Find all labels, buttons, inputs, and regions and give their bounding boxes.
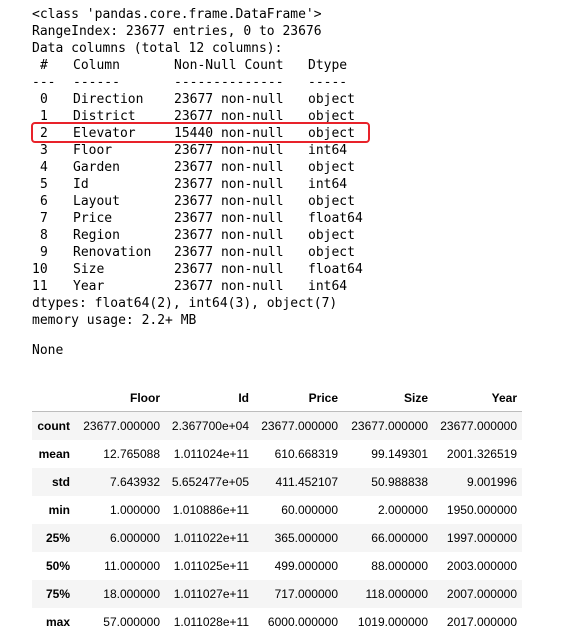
info-num-cell: 7 bbox=[40, 211, 48, 226]
info-column-cell: Column bbox=[73, 58, 120, 73]
memory-usage-line: memory usage: 2.2+ MB bbox=[32, 313, 197, 328]
info-count-cell: 23677 non-null bbox=[174, 279, 284, 294]
info-column-row bbox=[0, 193, 563, 210]
table-cell: 1.011025e+11 bbox=[173, 559, 249, 573]
info-dtype-cell: Dtype bbox=[308, 58, 348, 73]
table-cell: 2.000000 bbox=[377, 503, 428, 517]
info-num-cell: 2 bbox=[40, 126, 48, 141]
info-count-cell: 23677 non-null bbox=[174, 211, 284, 226]
info-dtype-cell: object bbox=[308, 245, 355, 260]
info-column-row bbox=[0, 159, 563, 176]
info-dtype-cell: int64 bbox=[308, 177, 348, 192]
info-column-cell: Floor bbox=[73, 143, 113, 158]
table-cell: 7.643932 bbox=[109, 475, 160, 489]
info-count-cell: -------------- bbox=[174, 75, 284, 90]
column-header: Id bbox=[238, 391, 249, 405]
info-count-cell: 23677 non-null bbox=[174, 177, 284, 192]
table-cell: 1.010886e+11 bbox=[172, 503, 249, 517]
table-cell: 1.011022e+11 bbox=[173, 531, 249, 545]
table-cell: 6.000000 bbox=[109, 531, 160, 545]
table-cell: 610.668319 bbox=[274, 447, 338, 461]
range-index-line: RangeIndex: 23677 entries, 0 to 23676 bbox=[32, 24, 322, 39]
table-cell: 2017.000000 bbox=[446, 615, 517, 629]
info-column-row bbox=[0, 278, 563, 295]
table-cell: 717.000000 bbox=[274, 587, 338, 601]
info-column-cell: District bbox=[73, 109, 136, 124]
info-count-cell: 23677 non-null bbox=[174, 143, 284, 158]
info-dtype-cell: object bbox=[308, 160, 355, 175]
table-row bbox=[32, 496, 522, 524]
info-num-cell: 8 bbox=[40, 228, 48, 243]
info-column-row bbox=[0, 176, 563, 193]
table-cell: 11.000000 bbox=[104, 559, 160, 573]
info-num-cell: 0 bbox=[40, 92, 48, 107]
table-cell: 18.000000 bbox=[103, 587, 160, 601]
info-column-row bbox=[0, 210, 563, 227]
table-row bbox=[32, 608, 522, 636]
info-dtype-cell: object bbox=[308, 109, 355, 124]
table-cell: 23677.000000 bbox=[261, 419, 338, 433]
row-label: mean bbox=[38, 447, 70, 461]
row-label: min bbox=[48, 503, 70, 517]
table-cell: 1.011027e+11 bbox=[173, 587, 249, 601]
table-cell: 12.765088 bbox=[103, 447, 160, 461]
info-column-row bbox=[0, 91, 563, 108]
table-cell: 23677.000000 bbox=[83, 419, 160, 433]
info-count-cell: 23677 non-null bbox=[174, 109, 284, 124]
table-cell: 1.011024e+11 bbox=[173, 447, 249, 461]
row-label: 25% bbox=[45, 531, 70, 545]
info-column-row bbox=[0, 142, 563, 159]
elevator-row-highlight bbox=[31, 122, 370, 143]
info-count-cell: 23677 non-null bbox=[174, 245, 284, 260]
info-column-row bbox=[0, 261, 563, 278]
info-num-cell: 11 bbox=[32, 279, 48, 294]
info-dtype-cell: object bbox=[308, 92, 355, 107]
info-dtype-cell: int64 bbox=[308, 279, 348, 294]
table-cell: 60.000000 bbox=[281, 503, 338, 517]
table-row bbox=[32, 440, 522, 468]
dtypes-line: dtypes: float64(2), int64(3), object(7) bbox=[32, 296, 338, 311]
info-num-cell: 3 bbox=[40, 143, 48, 158]
row-label: max bbox=[45, 615, 70, 629]
table-cell: 2007.000000 bbox=[446, 587, 517, 601]
table-cell: 1997.000000 bbox=[446, 531, 517, 545]
data-columns-line: Data columns (total 12 columns): bbox=[32, 41, 283, 56]
table-cell: 5.652477e+05 bbox=[171, 475, 249, 489]
info-dtype-cell: float64 bbox=[308, 262, 363, 277]
info-count-cell: Non-Null Count bbox=[174, 58, 284, 73]
info-num-cell: 4 bbox=[40, 160, 48, 175]
table-cell: 411.452107 bbox=[275, 475, 338, 489]
table-cell: 99.149301 bbox=[371, 447, 428, 461]
table-cell: 88.000000 bbox=[371, 559, 428, 573]
table-cell: 6000.000000 bbox=[267, 615, 338, 629]
table-cell: 57.000000 bbox=[103, 615, 160, 629]
info-count-cell: 23677 non-null bbox=[174, 228, 284, 243]
info-column-cell: ------ bbox=[73, 75, 120, 90]
info-dtype-cell: float64 bbox=[308, 211, 363, 226]
info-column-cell: Garden bbox=[73, 160, 120, 175]
info-count-cell: 15440 non-null bbox=[174, 126, 284, 141]
row-label: count bbox=[37, 419, 70, 433]
table-cell: 1019.000000 bbox=[357, 615, 428, 629]
info-column-row bbox=[0, 227, 563, 244]
table-cell: 2003.000000 bbox=[446, 559, 517, 573]
table-row bbox=[32, 412, 522, 440]
info-count-cell: 23677 non-null bbox=[174, 92, 284, 107]
table-cell: 2.367700e+04 bbox=[171, 419, 249, 433]
table-cell: 23677.000000 bbox=[440, 419, 517, 433]
info-column-cell: Price bbox=[73, 211, 113, 226]
table-cell: 1950.000000 bbox=[446, 503, 517, 517]
info-header-row bbox=[0, 57, 563, 74]
info-separator-row bbox=[0, 74, 563, 91]
info-dtype-cell: object bbox=[308, 126, 355, 141]
info-dtype-cell: ----- bbox=[308, 75, 348, 90]
info-num-cell: 6 bbox=[40, 194, 48, 209]
info-num-cell: 1 bbox=[40, 109, 48, 124]
info-column-cell: Direction bbox=[73, 92, 144, 107]
row-label: 50% bbox=[45, 559, 70, 573]
return-value-line: None bbox=[32, 343, 64, 358]
info-dtype-cell: object bbox=[308, 194, 355, 209]
table-cell: 50.988838 bbox=[371, 475, 428, 489]
info-dtype-cell: int64 bbox=[308, 143, 348, 158]
table-row bbox=[32, 552, 522, 580]
table-cell: 66.000000 bbox=[371, 531, 428, 545]
info-column-row bbox=[0, 244, 563, 261]
column-header: Year bbox=[491, 391, 517, 405]
table-cell: 365.000000 bbox=[274, 531, 338, 545]
table-header-row bbox=[32, 384, 522, 412]
table-cell: 118.000000 bbox=[365, 587, 428, 601]
info-num-cell: 5 bbox=[40, 177, 48, 192]
info-column-cell: Elevator bbox=[73, 126, 136, 141]
info-column-cell: Id bbox=[73, 177, 89, 192]
column-header: Size bbox=[403, 391, 428, 405]
table-row bbox=[32, 580, 522, 608]
info-num-cell: # bbox=[40, 58, 48, 73]
info-count-cell: 23677 non-null bbox=[174, 194, 284, 209]
table-row bbox=[32, 524, 522, 552]
column-header: Floor bbox=[130, 391, 160, 405]
info-column-cell: Year bbox=[73, 279, 105, 294]
info-column-cell: Layout bbox=[73, 194, 120, 209]
table-cell: 9.001996 bbox=[466, 475, 517, 489]
row-label: 75% bbox=[45, 587, 70, 601]
class-line: <class 'pandas.core.frame.DataFrame'> bbox=[32, 7, 322, 22]
info-column-cell: Renovation bbox=[73, 245, 152, 260]
table-cell: 499.000000 bbox=[274, 559, 338, 573]
column-header: Price bbox=[308, 391, 338, 405]
info-num-cell: 9 bbox=[40, 245, 48, 260]
table-cell: 23677.000000 bbox=[351, 419, 428, 433]
info-count-cell: 23677 non-null bbox=[174, 262, 284, 277]
table-cell: 2001.326519 bbox=[446, 447, 517, 461]
info-num-cell: --- bbox=[32, 75, 56, 90]
info-dtype-cell: object bbox=[308, 228, 355, 243]
info-column-cell: Region bbox=[73, 228, 120, 243]
row-label: std bbox=[52, 475, 70, 489]
table-row bbox=[32, 468, 522, 496]
info-count-cell: 23677 non-null bbox=[174, 160, 284, 175]
info-column-cell: Size bbox=[73, 262, 105, 277]
table-cell: 1.000000 bbox=[109, 503, 160, 517]
table-cell: 1.011028e+11 bbox=[173, 615, 249, 629]
info-num-cell: 10 bbox=[32, 262, 48, 277]
